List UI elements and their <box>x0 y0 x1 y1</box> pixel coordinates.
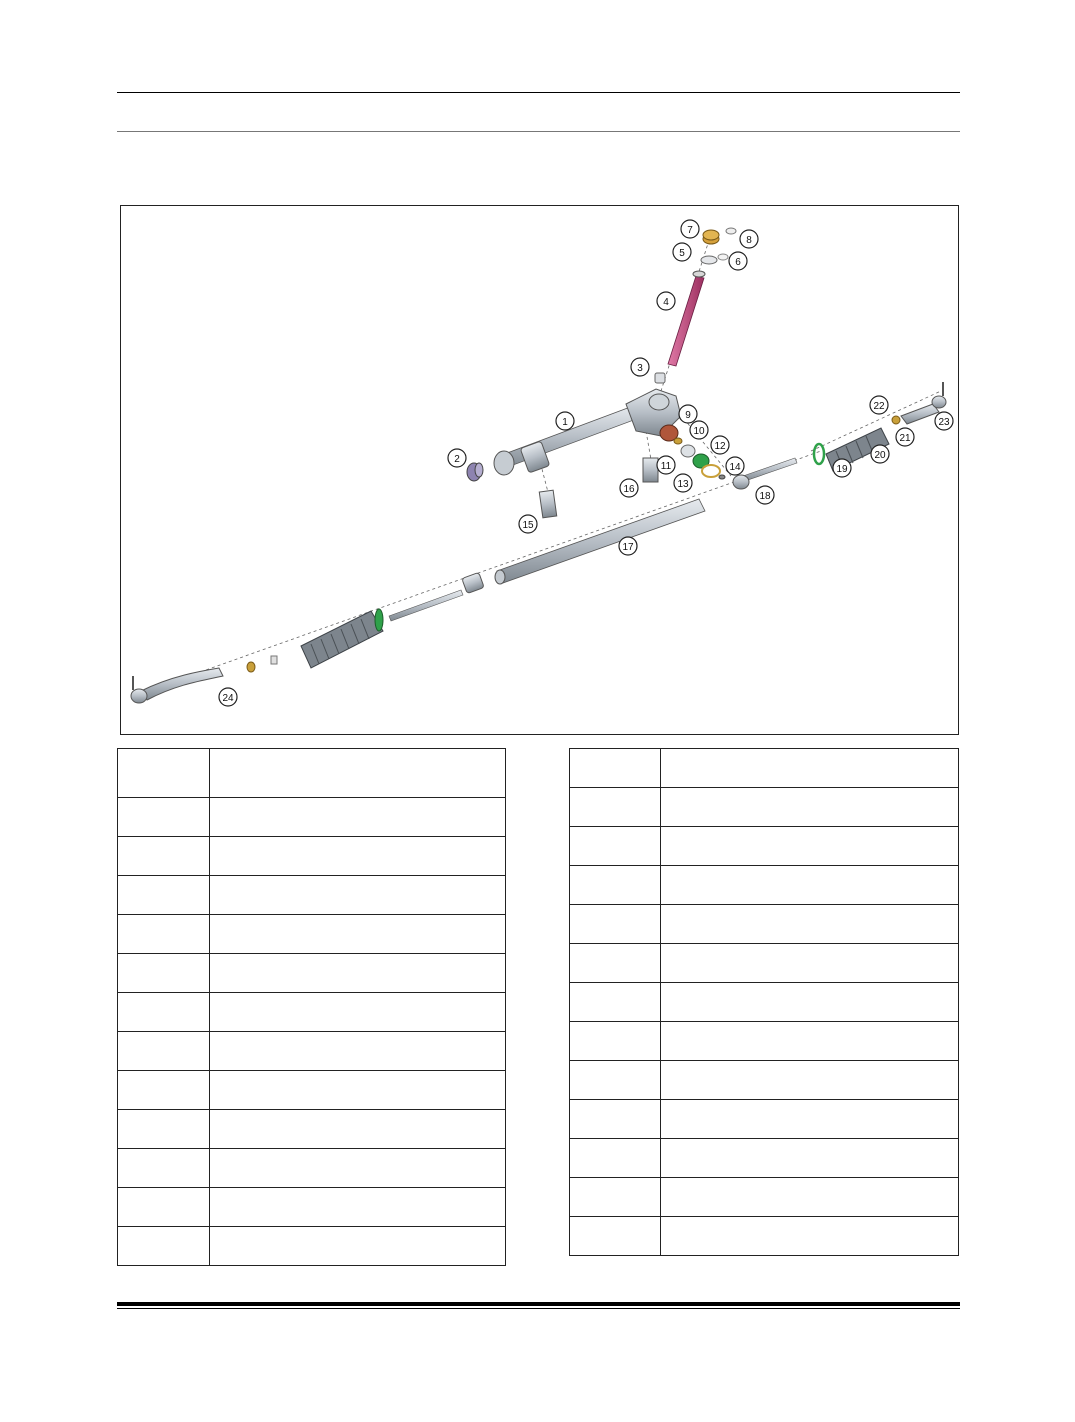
callout-8 <box>740 230 758 248</box>
callout-23 <box>935 412 953 430</box>
part-name-cell <box>661 827 959 866</box>
table-row <box>118 993 506 1032</box>
parts-table-left <box>117 748 506 1266</box>
part-number-cell <box>118 798 210 837</box>
callout-15 <box>519 515 537 533</box>
part-name-cell <box>210 837 506 876</box>
table-row <box>118 954 506 993</box>
part-number-cell <box>118 1032 210 1071</box>
part-number-cell <box>118 876 210 915</box>
callout-16 <box>620 479 638 497</box>
svg-text:19: 19 <box>836 464 848 475</box>
part-number-cell <box>570 983 661 1022</box>
callout-10 <box>690 421 708 439</box>
header-subrule <box>117 131 960 132</box>
table-row <box>570 827 959 866</box>
mounting-bushings <box>539 458 658 518</box>
svg-text:6: 6 <box>735 257 741 268</box>
callout-4 <box>657 292 675 310</box>
svg-text:18: 18 <box>759 491 771 502</box>
part-number-cell <box>118 1188 210 1227</box>
table-row <box>570 788 959 827</box>
part-number-cell <box>118 915 210 954</box>
header-name-cell <box>210 749 506 798</box>
part-name-cell <box>661 1178 959 1217</box>
table-header-row <box>118 749 506 798</box>
callout-11 <box>657 456 675 474</box>
part-name-cell <box>661 905 959 944</box>
part-name-cell <box>661 866 959 905</box>
part-number-cell <box>570 749 661 788</box>
parts-table-right <box>569 748 959 1256</box>
table-row <box>570 1139 959 1178</box>
table-row <box>570 1061 959 1100</box>
svg-text:22: 22 <box>873 401 885 412</box>
table-row <box>570 905 959 944</box>
callout-1 <box>556 412 574 430</box>
table-row <box>570 866 959 905</box>
svg-text:24: 24 <box>222 693 234 704</box>
part-number-cell <box>118 954 210 993</box>
table-row <box>118 1110 506 1149</box>
svg-text:8: 8 <box>746 235 752 246</box>
table-row <box>118 837 506 876</box>
part-number-cell <box>570 905 661 944</box>
svg-text:3: 3 <box>637 363 643 374</box>
table-row <box>118 1188 506 1227</box>
part-number-cell <box>118 837 210 876</box>
svg-text:7: 7 <box>687 225 693 236</box>
svg-text:14: 14 <box>729 462 741 473</box>
table-row <box>118 1227 506 1266</box>
callout-21 <box>896 428 914 446</box>
callout-20 <box>871 445 889 463</box>
part-name-cell <box>210 1110 506 1149</box>
table-row <box>570 749 959 788</box>
callout-3 <box>631 358 649 376</box>
table-row <box>118 798 506 837</box>
callout-24 <box>219 688 237 706</box>
housing-end-cap <box>467 463 483 481</box>
part-number-cell <box>570 866 661 905</box>
table-row <box>570 944 959 983</box>
part-number-cell <box>118 1227 210 1266</box>
callout-9 <box>679 405 697 423</box>
svg-text:11: 11 <box>660 461 672 472</box>
table-row <box>570 1100 959 1139</box>
part-name-cell <box>210 993 506 1032</box>
pinion-input-shaft <box>668 271 705 366</box>
part-number-cell <box>570 1100 661 1139</box>
part-name-cell <box>661 1061 959 1100</box>
callout-19 <box>833 459 851 477</box>
callout-13 <box>674 474 692 492</box>
part-name-cell <box>661 1217 959 1256</box>
part-number-cell <box>570 1139 661 1178</box>
table-row <box>118 876 506 915</box>
part-name-cell <box>661 983 959 1022</box>
svg-text:2: 2 <box>454 454 460 465</box>
part-name-cell <box>661 1100 959 1139</box>
table-row <box>570 983 959 1022</box>
part-name-cell <box>210 798 506 837</box>
table-row <box>118 1032 506 1071</box>
part-number-cell <box>570 827 661 866</box>
svg-text:1: 1 <box>562 417 568 428</box>
table-row <box>118 1149 506 1188</box>
part-number-cell <box>570 1178 661 1217</box>
part-name-cell <box>661 749 959 788</box>
part-name-cell <box>661 944 959 983</box>
part-number-cell <box>118 993 210 1032</box>
part-name-cell <box>210 876 506 915</box>
outer-tie-rod-ends <box>131 382 946 703</box>
callout-18 <box>756 486 774 504</box>
part-name-cell <box>210 915 506 954</box>
part-number-cell <box>118 1149 210 1188</box>
part-number-cell <box>118 1110 210 1149</box>
part-number-cell <box>570 944 661 983</box>
svg-text:10: 10 <box>693 426 705 437</box>
part-name-cell <box>210 1071 506 1110</box>
table-row <box>570 1022 959 1061</box>
table-row <box>118 915 506 954</box>
callout-6 <box>729 252 747 270</box>
svg-text:9: 9 <box>685 410 691 421</box>
part-number-cell <box>570 1061 661 1100</box>
svg-text:4: 4 <box>663 297 669 308</box>
header-number-cell <box>118 749 210 798</box>
part-name-cell <box>210 1032 506 1071</box>
footer-rule-thick <box>117 1302 960 1306</box>
callout-12 <box>711 436 729 454</box>
svg-text:13: 13 <box>677 479 689 490</box>
part-number-cell <box>570 1217 661 1256</box>
callout-17 <box>619 537 637 555</box>
steering-gear-drawing <box>121 206 958 734</box>
table-row <box>570 1217 959 1256</box>
callout-5 <box>673 243 691 261</box>
header-rule <box>117 92 960 93</box>
svg-text:16: 16 <box>623 484 635 495</box>
svg-text:20: 20 <box>874 450 886 461</box>
footer-rule-thin <box>117 1308 960 1309</box>
svg-text:17: 17 <box>622 542 634 553</box>
svg-text:15: 15 <box>522 520 534 531</box>
part-number-cell <box>118 1071 210 1110</box>
callout-14 <box>726 457 744 475</box>
exploded-view-figure <box>120 205 959 735</box>
part-name-cell <box>210 1188 506 1227</box>
part-number-cell <box>570 1022 661 1061</box>
part-name-cell <box>210 1149 506 1188</box>
table-row <box>118 1071 506 1110</box>
svg-text:12: 12 <box>714 441 726 452</box>
part-name-cell <box>661 788 959 827</box>
callout-22 <box>870 396 888 414</box>
part-number-cell <box>570 788 661 827</box>
part-name-cell <box>661 1022 959 1061</box>
svg-text:21: 21 <box>899 433 911 444</box>
svg-text:23: 23 <box>938 417 950 428</box>
part-name-cell <box>661 1139 959 1178</box>
callout-7 <box>681 220 699 238</box>
part-name-cell <box>210 1227 506 1266</box>
table-row <box>570 1178 959 1217</box>
steering-rack <box>495 499 705 584</box>
svg-text:5: 5 <box>679 248 685 259</box>
part-name-cell <box>210 954 506 993</box>
callout-2 <box>448 449 466 467</box>
